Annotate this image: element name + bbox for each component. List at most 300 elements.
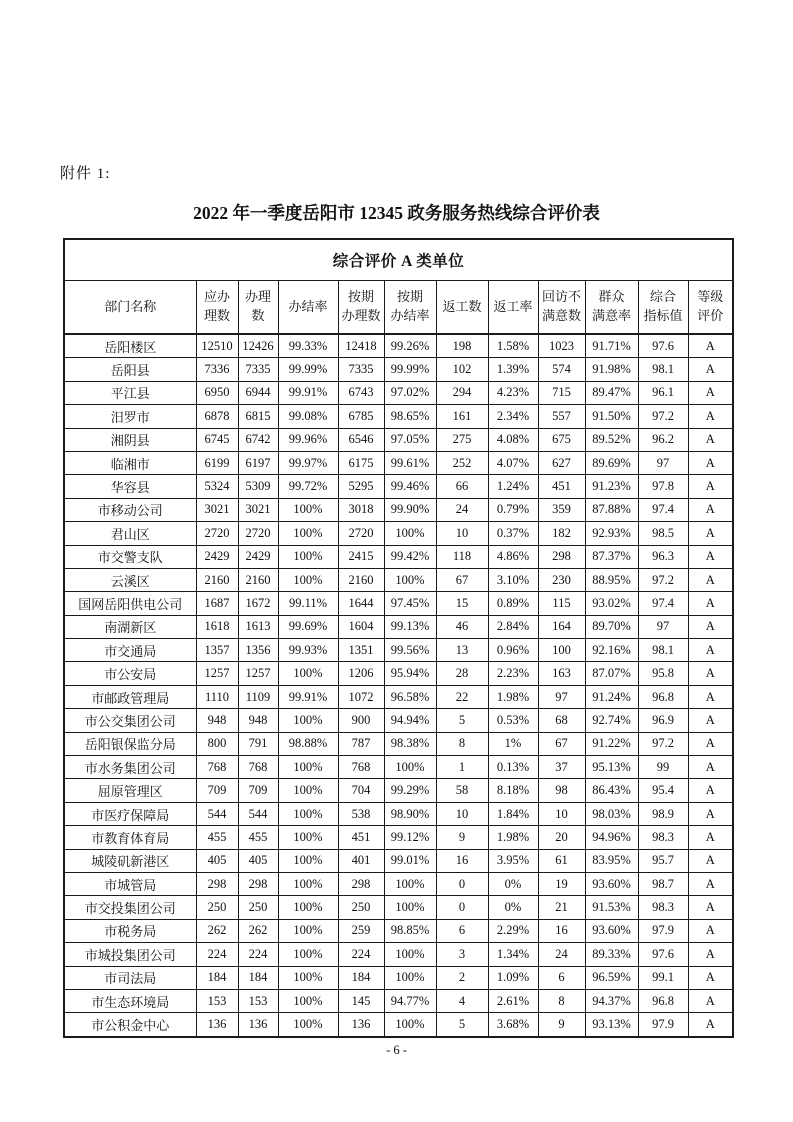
- value-cell: 184: [338, 966, 384, 989]
- value-cell: 46: [436, 615, 488, 638]
- value-cell: 99.69%: [278, 615, 338, 638]
- value-cell: 97.02%: [384, 381, 436, 404]
- value-cell: 100%: [278, 989, 338, 1012]
- value-cell: 15: [436, 592, 488, 615]
- department-name-cell: 君山区: [64, 522, 196, 545]
- department-name-cell: 岳阳县: [64, 358, 196, 381]
- value-cell: 12510: [196, 334, 238, 358]
- value-cell: 800: [196, 732, 238, 755]
- value-cell: 99.42%: [384, 545, 436, 568]
- column-header-department: 部门名称: [64, 281, 196, 335]
- table-row: [64, 405, 733, 428]
- value-cell: 6944: [238, 381, 278, 404]
- value-cell: 298: [538, 545, 585, 568]
- value-cell: 100%: [278, 919, 338, 942]
- value-cell: 1357: [196, 639, 238, 662]
- value-cell: 5: [436, 1013, 488, 1037]
- value-cell: 298: [196, 872, 238, 895]
- value-cell: 99.12%: [384, 826, 436, 849]
- value-cell: 95.8: [638, 662, 688, 685]
- value-cell: 98.3: [638, 826, 688, 849]
- department-name-cell: 市交投集团公司: [64, 896, 196, 919]
- value-cell: 99.29%: [384, 779, 436, 802]
- value-cell: 704: [338, 779, 384, 802]
- value-cell: 2.34%: [488, 405, 538, 428]
- value-cell: 89.33%: [585, 943, 638, 966]
- value-cell: 100: [538, 639, 585, 662]
- value-cell: 86.43%: [585, 779, 638, 802]
- table-row: [64, 896, 733, 919]
- table-row: [64, 849, 733, 872]
- value-cell: 768: [338, 756, 384, 779]
- value-cell: 5295: [338, 475, 384, 498]
- value-cell: 6199: [196, 451, 238, 474]
- value-cell: 97.8: [638, 475, 688, 498]
- value-cell: 9: [538, 1013, 585, 1037]
- value-cell: 136: [196, 1013, 238, 1037]
- table-row: [64, 685, 733, 708]
- department-name-cell: 市公交集团公司: [64, 709, 196, 732]
- value-cell: 13: [436, 639, 488, 662]
- value-cell: 1351: [338, 639, 384, 662]
- value-cell: 0.89%: [488, 592, 538, 615]
- value-cell: 2.84%: [488, 615, 538, 638]
- value-cell: 3.68%: [488, 1013, 538, 1037]
- value-cell: 1604: [338, 615, 384, 638]
- value-cell: 0.79%: [488, 498, 538, 521]
- value-cell: A: [688, 381, 733, 404]
- value-cell: 451: [338, 826, 384, 849]
- column-header-composite-index: 综合 指标值: [638, 281, 688, 335]
- value-cell: 96.58%: [384, 685, 436, 708]
- table-row: [64, 545, 733, 568]
- value-cell: 100%: [384, 943, 436, 966]
- table-row: [64, 475, 733, 498]
- department-name-cell: 国网岳阳供电公司: [64, 592, 196, 615]
- value-cell: 715: [538, 381, 585, 404]
- value-cell: A: [688, 498, 733, 521]
- department-name-cell: 市移动公司: [64, 498, 196, 521]
- value-cell: 6175: [338, 451, 384, 474]
- table-row: [64, 334, 733, 358]
- value-cell: 99.26%: [384, 334, 436, 358]
- table-row: [64, 919, 733, 942]
- value-cell: 3021: [196, 498, 238, 521]
- value-cell: 89.47%: [585, 381, 638, 404]
- table-header-row: [64, 281, 733, 335]
- value-cell: 136: [338, 1013, 384, 1037]
- value-cell: 100%: [278, 826, 338, 849]
- value-cell: 99.46%: [384, 475, 436, 498]
- department-name-cell: 市交通局: [64, 639, 196, 662]
- value-cell: 787: [338, 732, 384, 755]
- value-cell: 7335: [238, 358, 278, 381]
- value-cell: 100%: [278, 1013, 338, 1037]
- value-cell: 99: [638, 756, 688, 779]
- value-cell: 19: [538, 872, 585, 895]
- value-cell: 10: [538, 802, 585, 825]
- value-cell: 184: [238, 966, 278, 989]
- value-cell: 768: [238, 756, 278, 779]
- value-cell: 16: [538, 919, 585, 942]
- page-number: - 6 -: [386, 1043, 407, 1057]
- value-cell: 99.96%: [278, 428, 338, 451]
- value-cell: 250: [238, 896, 278, 919]
- value-cell: A: [688, 334, 733, 358]
- table-row: [64, 358, 733, 381]
- value-cell: 0%: [488, 896, 538, 919]
- value-cell: 0: [436, 896, 488, 919]
- department-name-cell: 城陵矶新港区: [64, 849, 196, 872]
- value-cell: 0: [436, 872, 488, 895]
- value-cell: 6742: [238, 428, 278, 451]
- value-cell: 97.6: [638, 943, 688, 966]
- value-cell: 455: [196, 826, 238, 849]
- value-cell: A: [688, 615, 733, 638]
- value-cell: 1109: [238, 685, 278, 708]
- value-cell: 99.61%: [384, 451, 436, 474]
- value-cell: 184: [196, 966, 238, 989]
- value-cell: 92.16%: [585, 639, 638, 662]
- value-cell: 538: [338, 802, 384, 825]
- column-header-rework-rate: 返工率: [488, 281, 538, 335]
- column-header-grade: 等级 评价: [688, 281, 733, 335]
- department-name-cell: 市城投集团公司: [64, 943, 196, 966]
- value-cell: 97.6: [638, 334, 688, 358]
- value-cell: 6785: [338, 405, 384, 428]
- department-name-cell: 南湖新区: [64, 615, 196, 638]
- value-cell: A: [688, 756, 733, 779]
- value-cell: 100%: [278, 872, 338, 895]
- department-name-cell: 市水务集团公司: [64, 756, 196, 779]
- value-cell: 0.96%: [488, 639, 538, 662]
- value-cell: 10: [436, 802, 488, 825]
- value-cell: 99.08%: [278, 405, 338, 428]
- value-cell: 2160: [196, 568, 238, 591]
- value-cell: 198: [436, 334, 488, 358]
- value-cell: 100%: [278, 709, 338, 732]
- value-cell: A: [688, 592, 733, 615]
- value-cell: 6546: [338, 428, 384, 451]
- value-cell: 100%: [384, 568, 436, 591]
- value-cell: 1.39%: [488, 358, 538, 381]
- value-cell: 1206: [338, 662, 384, 685]
- value-cell: 91.53%: [585, 896, 638, 919]
- value-cell: 68: [538, 709, 585, 732]
- value-cell: 95.94%: [384, 662, 436, 685]
- department-name-cell: 湘阴县: [64, 428, 196, 451]
- table-category-row: [64, 239, 733, 281]
- value-cell: 675: [538, 428, 585, 451]
- value-cell: 95.4: [638, 779, 688, 802]
- table-row: [64, 989, 733, 1012]
- value-cell: 100%: [278, 943, 338, 966]
- value-cell: A: [688, 779, 733, 802]
- table-row: [64, 1013, 733, 1037]
- value-cell: 455: [238, 826, 278, 849]
- department-name-cell: 市税务局: [64, 919, 196, 942]
- value-cell: 359: [538, 498, 585, 521]
- value-cell: 20: [538, 826, 585, 849]
- value-cell: 98.65%: [384, 405, 436, 428]
- table-body: [64, 334, 733, 1037]
- value-cell: 96.8: [638, 989, 688, 1012]
- value-cell: A: [688, 1013, 733, 1037]
- value-cell: 2: [436, 966, 488, 989]
- department-name-cell: 市邮政管理局: [64, 685, 196, 708]
- value-cell: 96.2: [638, 428, 688, 451]
- value-cell: 91.23%: [585, 475, 638, 498]
- value-cell: 544: [196, 802, 238, 825]
- value-cell: 2429: [238, 545, 278, 568]
- value-cell: 709: [238, 779, 278, 802]
- value-cell: 8: [436, 732, 488, 755]
- value-cell: A: [688, 826, 733, 849]
- value-cell: 6743: [338, 381, 384, 404]
- value-cell: 2.61%: [488, 989, 538, 1012]
- value-cell: 2160: [238, 568, 278, 591]
- value-cell: 1356: [238, 639, 278, 662]
- value-cell: 1672: [238, 592, 278, 615]
- value-cell: 262: [238, 919, 278, 942]
- department-name-cell: 岳阳楼区: [64, 334, 196, 358]
- value-cell: 97.4: [638, 498, 688, 521]
- value-cell: 0.37%: [488, 522, 538, 545]
- value-cell: 87.37%: [585, 545, 638, 568]
- value-cell: 1257: [238, 662, 278, 685]
- column-header-on-time-rate: 按期 办结率: [384, 281, 436, 335]
- value-cell: 2.29%: [488, 919, 538, 942]
- value-cell: 5324: [196, 475, 238, 498]
- value-cell: 95.7: [638, 849, 688, 872]
- value-cell: 93.60%: [585, 919, 638, 942]
- value-cell: 163: [538, 662, 585, 685]
- value-cell: A: [688, 639, 733, 662]
- value-cell: 6815: [238, 405, 278, 428]
- value-cell: 100%: [278, 896, 338, 919]
- value-cell: A: [688, 919, 733, 942]
- value-cell: 6: [436, 919, 488, 942]
- value-cell: 252: [436, 451, 488, 474]
- column-header-rework-count: 返工数: [436, 281, 488, 335]
- value-cell: 91.24%: [585, 685, 638, 708]
- value-cell: 88.95%: [585, 568, 638, 591]
- value-cell: 83.95%: [585, 849, 638, 872]
- value-cell: 100%: [278, 756, 338, 779]
- table-row: [64, 756, 733, 779]
- value-cell: 1687: [196, 592, 238, 615]
- value-cell: 1.09%: [488, 966, 538, 989]
- value-cell: 93.13%: [585, 1013, 638, 1037]
- value-cell: 7335: [338, 358, 384, 381]
- value-cell: 12418: [338, 334, 384, 358]
- value-cell: 97.9: [638, 919, 688, 942]
- table-row: [64, 779, 733, 802]
- value-cell: A: [688, 896, 733, 919]
- value-cell: 22: [436, 685, 488, 708]
- value-cell: 94.96%: [585, 826, 638, 849]
- value-cell: 0%: [488, 872, 538, 895]
- attachment-label: 附件 1:: [60, 166, 111, 182]
- value-cell: 24: [538, 943, 585, 966]
- page-title: 2022 年一季度岳阳市 12345 政务服务热线综合评价表: [193, 203, 600, 223]
- department-name-cell: 市交警支队: [64, 545, 196, 568]
- value-cell: 100%: [278, 779, 338, 802]
- value-cell: 2415: [338, 545, 384, 568]
- department-name-cell: 临湘市: [64, 451, 196, 474]
- value-cell: 3018: [338, 498, 384, 521]
- value-cell: 100%: [278, 966, 338, 989]
- value-cell: 9: [436, 826, 488, 849]
- value-cell: 557: [538, 405, 585, 428]
- table-category-header: 综合评价 A 类单位: [64, 239, 733, 281]
- value-cell: 91.98%: [585, 358, 638, 381]
- department-name-cell: 市城管局: [64, 872, 196, 895]
- value-cell: 6197: [238, 451, 278, 474]
- value-cell: 99.56%: [384, 639, 436, 662]
- value-cell: 97.45%: [384, 592, 436, 615]
- department-name-cell: 岳阳银保监分局: [64, 732, 196, 755]
- value-cell: 100%: [278, 802, 338, 825]
- value-cell: 99.91%: [278, 381, 338, 404]
- value-cell: 91.50%: [585, 405, 638, 428]
- value-cell: 99.90%: [384, 498, 436, 521]
- value-cell: 98.1: [638, 358, 688, 381]
- value-cell: 250: [338, 896, 384, 919]
- department-name-cell: 市公安局: [64, 662, 196, 685]
- value-cell: 93.60%: [585, 872, 638, 895]
- value-cell: A: [688, 358, 733, 381]
- value-cell: 96.9: [638, 709, 688, 732]
- value-cell: 67: [436, 568, 488, 591]
- value-cell: 94.94%: [384, 709, 436, 732]
- column-header-completion-rate: 办结率: [278, 281, 338, 335]
- value-cell: 3.10%: [488, 568, 538, 591]
- value-cell: 99.1: [638, 966, 688, 989]
- value-cell: 93.02%: [585, 592, 638, 615]
- value-cell: 96.59%: [585, 966, 638, 989]
- table-row: [64, 966, 733, 989]
- value-cell: 298: [338, 872, 384, 895]
- table-row: [64, 568, 733, 591]
- value-cell: 145: [338, 989, 384, 1012]
- department-name-cell: 华容县: [64, 475, 196, 498]
- value-cell: 10: [436, 522, 488, 545]
- value-cell: 37: [538, 756, 585, 779]
- value-cell: 98.38%: [384, 732, 436, 755]
- column-header-dissatisfied-count: 回访不 满意数: [538, 281, 585, 335]
- value-cell: 948: [238, 709, 278, 732]
- value-cell: 153: [196, 989, 238, 1012]
- value-cell: 91.71%: [585, 334, 638, 358]
- value-cell: 97.2: [638, 405, 688, 428]
- value-cell: 1.24%: [488, 475, 538, 498]
- table-row: [64, 615, 733, 638]
- value-cell: 2.23%: [488, 662, 538, 685]
- value-cell: 97: [538, 685, 585, 708]
- department-name-cell: 平江县: [64, 381, 196, 404]
- value-cell: 4.23%: [488, 381, 538, 404]
- value-cell: 1072: [338, 685, 384, 708]
- department-name-cell: 汨罗市: [64, 405, 196, 428]
- value-cell: 98.1: [638, 639, 688, 662]
- value-cell: 275: [436, 428, 488, 451]
- value-cell: 97.4: [638, 592, 688, 615]
- value-cell: 1: [436, 756, 488, 779]
- value-cell: 99.33%: [278, 334, 338, 358]
- value-cell: 100%: [278, 498, 338, 521]
- value-cell: 99.72%: [278, 475, 338, 498]
- value-cell: 99.01%: [384, 849, 436, 872]
- value-cell: 99.99%: [278, 358, 338, 381]
- value-cell: 224: [338, 943, 384, 966]
- value-cell: 250: [196, 896, 238, 919]
- value-cell: 100%: [384, 966, 436, 989]
- value-cell: 118: [436, 545, 488, 568]
- value-cell: 1.98%: [488, 685, 538, 708]
- value-cell: 3: [436, 943, 488, 966]
- value-cell: 164: [538, 615, 585, 638]
- value-cell: 709: [196, 779, 238, 802]
- value-cell: 98: [538, 779, 585, 802]
- value-cell: 4.86%: [488, 545, 538, 568]
- table-row: [64, 732, 733, 755]
- value-cell: A: [688, 943, 733, 966]
- value-cell: 67: [538, 732, 585, 755]
- column-header-handled-count: 办理 数: [238, 281, 278, 335]
- table-row: [64, 662, 733, 685]
- value-cell: 791: [238, 732, 278, 755]
- value-cell: 5: [436, 709, 488, 732]
- value-cell: 21: [538, 896, 585, 919]
- value-cell: 2720: [238, 522, 278, 545]
- value-cell: 405: [196, 849, 238, 872]
- value-cell: 4.08%: [488, 428, 538, 451]
- column-header-due-count: 应办 理数: [196, 281, 238, 335]
- value-cell: 99.13%: [384, 615, 436, 638]
- value-cell: 97.2: [638, 732, 688, 755]
- value-cell: A: [688, 545, 733, 568]
- value-cell: 98.90%: [384, 802, 436, 825]
- value-cell: 98.9: [638, 802, 688, 825]
- value-cell: 1023: [538, 334, 585, 358]
- value-cell: 98.7: [638, 872, 688, 895]
- value-cell: A: [688, 405, 733, 428]
- value-cell: A: [688, 685, 733, 708]
- value-cell: 92.74%: [585, 709, 638, 732]
- value-cell: 100%: [278, 545, 338, 568]
- table-row: [64, 381, 733, 404]
- value-cell: 224: [238, 943, 278, 966]
- value-cell: A: [688, 522, 733, 545]
- value-cell: 99.93%: [278, 639, 338, 662]
- table-row: [64, 802, 733, 825]
- table-row: [64, 826, 733, 849]
- value-cell: 100%: [384, 522, 436, 545]
- value-cell: 12426: [238, 334, 278, 358]
- value-cell: 92.93%: [585, 522, 638, 545]
- value-cell: 100%: [384, 896, 436, 919]
- evaluation-table: [63, 238, 734, 1038]
- value-cell: 100%: [278, 568, 338, 591]
- value-cell: 544: [238, 802, 278, 825]
- value-cell: 100%: [278, 522, 338, 545]
- value-cell: 97: [638, 451, 688, 474]
- table-row: [64, 709, 733, 732]
- value-cell: 1644: [338, 592, 384, 615]
- value-cell: 6878: [196, 405, 238, 428]
- value-cell: 94.77%: [384, 989, 436, 1012]
